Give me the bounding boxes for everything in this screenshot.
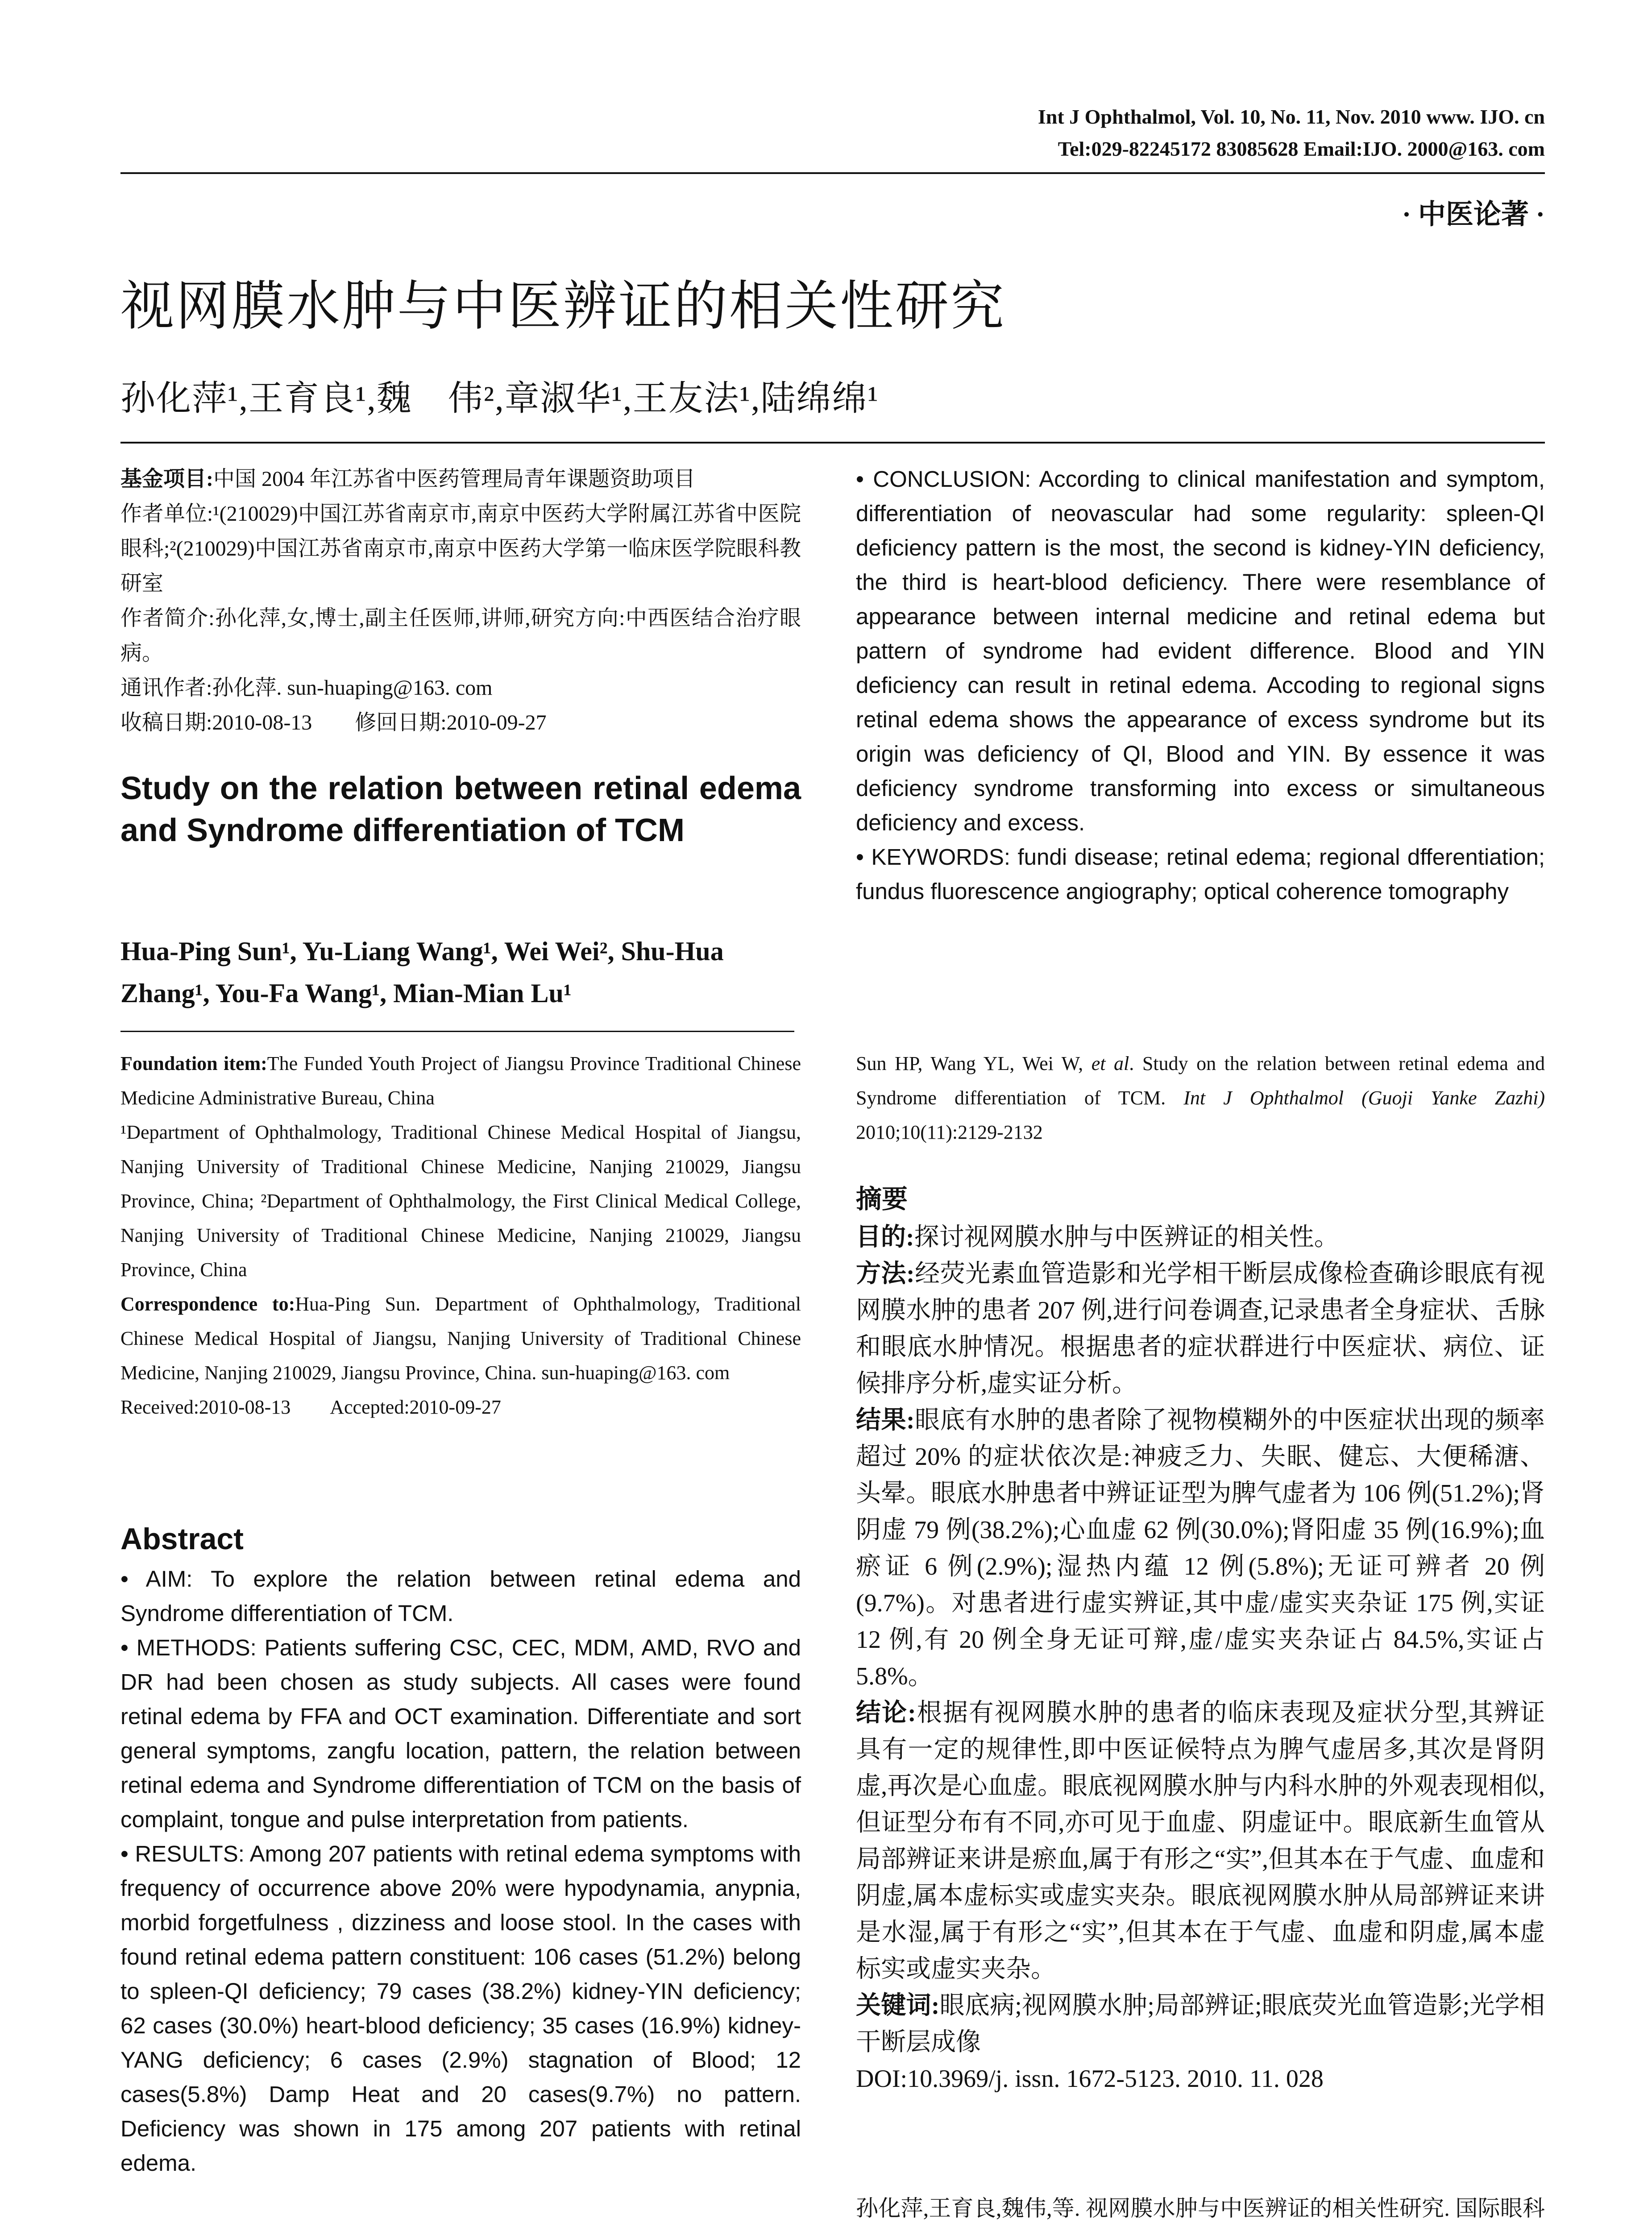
bio-line: 作者简介:孙化萍,女,博士,副主任医师,讲师,研究方向:中西医结合治疗眼病。	[120, 606, 801, 665]
cn-conclusion	[856, 1695, 1545, 1987]
abstract-conclusion: • CONCLUSION: According to clinical manifestation and symptom, differentiation of neovascular had some regularity: spleen-QI deficiency pattern is the most, the second is kidney-YIN deficiency, the third is heart-blood deficiency. There were resemblance of appearance between internal medicine and retinal edema but pattern of syndrome had evident difference. Blood and YIN deficiency can result in retinal edema. Accoding to regional signs retinal edema shows the appearance of excess syndrome but its origin was deficiency of QI, Blood and YIN. By essence it was deficiency syndrome transforming into excess or simultaneous deficiency and excess.	[856, 466, 1545, 835]
chinese-title: 视网膜水肿与中医辨证的相关性研究	[120, 277, 1006, 336]
cn-results-text: 眼底有水肿的患者除了视物模糊外的中医症状出现的频率超过 20% 的症状依次是:神疲乏力、失眠、健忘、大便稀溏、头晕。眼底水肿患者中辨证证型为脾气虚者为 106 例(51.2%);肾阴虚 79 例(38.2%);心血虚 62 例(30.0%);肾阳虚 35 例(16.9%);血瘀证 6 例(2.9%);湿热内蕴 12 例(5.8%);无证可辨者 20 例(9.7%)。对患者进行虚实辨证,其中虚/虚实夹杂证 175 例,实证 12 例,有 20 例全身无证可辩,虚/虚实夹杂证占 84.5%,实证占 5.8%。	[856, 1406, 1545, 1690]
abstract-heading: Abstract	[120, 1522, 244, 1556]
abstract-left	[120, 1562, 801, 2180]
cn-keywords-label: 关键词:	[856, 1992, 940, 2020]
cn-methods-text: 经荧光素血管造影和光学相干断层成像检查确诊眼底有视网膜水肿的患者 207 例,进行问卷调查,记录患者全身症状、舌脉和眼底水肿情况。根据患者的症状群进行中医症状、病位、证候排序分析,虚实证分析。	[856, 1260, 1545, 1397]
citation-etal: et al	[1091, 1053, 1129, 1074]
cn-aim-label: 目的:	[856, 1223, 914, 1251]
abstract-aim: • AIM: To explore the relation between retinal edema and Syndrome differentiation of TCM.	[120, 1566, 801, 1626]
citation-title: . Study on the relation between retinal edema and Syndrome differentiation of TCM.	[856, 1053, 1545, 1109]
cn-methods-label: 方法:	[856, 1260, 915, 1288]
section-tag: · 中医论著 ·	[1402, 199, 1545, 230]
journal-header-line1: Int J Ophthalmol, Vol. 10, No. 11, Nov. 2010 www. IJO. cn	[1038, 105, 1545, 128]
abstract-right	[856, 462, 1545, 908]
doi: DOI:10.3969/j. issn. 1672-5123. 2010. 11. 028	[856, 2065, 1324, 2093]
cn-results	[856, 1402, 1545, 1695]
corr-line: 通讯作者:孙化萍. sun-huaping@163. com	[120, 676, 493, 700]
fund-label: 基金项目:	[120, 467, 213, 491]
correspondence	[120, 1287, 801, 1390]
chinese-citation: 孙化萍,王育良,魏伟,等. 视网膜水肿与中医辨证的相关性研究. 国际眼科	[856, 2196, 1545, 2221]
foundation-text: The Funded Youth Project of Jiangsu Province Traditional Chinese Medicine Administrative Bureau, China	[120, 1053, 801, 1109]
abstract-keywords: • KEYWORDS: fundi disease; retinal edema; regional dfferentiation; fundus fluorescence angiography; optical coherence tomography	[856, 844, 1545, 904]
english-title: Study on the relation between retinal edema and Syndrome differentiation of TCM	[120, 771, 801, 848]
abstract-results: • RESULTS: Among 207 patients with retinal edema symptoms with frequency of occurrence above 20% were hypodynamia, anypnia, morbid forgetfulness , dizziness and loose stool. In the cases with found retinal edema pattern constituent: 106 cases (51.2%) belong to spleen-QI deficiency; 79 cases (38.2%) kidney-YIN deficiency; 62 cases (30.0%) heart-blood deficiency; 35 cases (16.9%) kidney-YANG deficiency; 6 cases (2.9%) stagnation of Blood; 12 cases(5.8%) Damp Heat and 20 cases(9.7%) no pattern. Deficiency was shown in 175 among 207 patients with retinal edema.	[120, 1841, 801, 2176]
english-metadata	[120, 1046, 801, 1424]
cn-conclusion-text: 根据有视网膜水肿的患者的临床表现及症状分型,其辨证具有一定的规律性,即中医证候特点为脾气虚居多,其次是肾阴虚,再次是心血虚。眼底视网膜水肿与内科水肿的外观表现相似,但证型分布有不同,亦可见于血虚、阴虚证中。眼底新生血管从局部辨证来讲是瘀血,属于有形之“实”,但其本在于气虚、血虚和阴虚,属本虚标实或虚实夹杂。眼底视网膜水肿从局部辨证来讲是水湿,属于有形之“实”,但其本在于气虚、血虚和阴虚,属本虚标实或虚实夹杂。	[856, 1699, 1545, 1983]
chinese-metadata	[120, 462, 801, 740]
foundation-label: Foundation item:	[120, 1053, 267, 1074]
unit-line: 作者单位:¹(210029)中国江苏省南京市,南京中医药大学附属江苏省中医院眼科;²(210029)中国江苏省南京市,南京中医药大学第一临床医学院眼科教研室	[120, 502, 801, 595]
english-authors: Hua-Ping Sun¹, Yu-Liang Wang¹, Wei Wei², Shu-Hua Zhang¹, You-Fa Wang¹, Mian-Mian Lu¹	[120, 937, 724, 1008]
foundation-item	[120, 1046, 801, 1115]
dates-line: 收稿日期:2010-08-13 修回日期:2010-09-27	[120, 711, 547, 734]
citation-authors: Sun HP, Wang YL, Wei W,	[856, 1053, 1092, 1074]
correspondence-text: Hua-Ping Sun. Department of Ophthalmology, Traditional Chinese Medical Hospital of Jiangsu, Nanjing University of Traditional Chinese Medicine, Nanjing 210029, Jiangsu Province, China. sun-huaping@163. com	[120, 1293, 801, 1384]
cn-aim-text: 探讨视网膜水肿与中医辨证的相关性。	[914, 1223, 1339, 1251]
citation-journal: Int J Ophthalmol (Guoji Yanke Zazhi)	[1183, 1087, 1545, 1109]
fund-line	[120, 462, 801, 497]
cn-results-label: 结果:	[856, 1406, 915, 1434]
fund-text: 中国 2004 年江苏省中医药管理局青年课题资助项目	[213, 467, 696, 491]
affiliation: ¹Department of Ophthalmology, Traditional Chinese Medical Hospital of Jiangsu, Nanjing University of Traditional Chinese Medicine, Nanjing 210029, Jiangsu Province, China; ²Department of Ophthalmology, the First Clinical Medical College, Nanjing University of Traditional Chinese Medicine, Nanjing 210029, Jiangsu Province, China	[120, 1121, 801, 1281]
cn-keywords	[856, 1987, 1545, 2061]
english-citation	[856, 1046, 1545, 1149]
chinese-authors: 孙化萍¹,王育良¹,魏 伟²,章淑华¹,王友法¹,陆绵绵¹	[120, 379, 879, 418]
journal-header-line2: Tel:029-82245172 83085628 Email:IJO. 2000@163. com	[1058, 137, 1545, 160]
cn-aim	[856, 1219, 1545, 1256]
cn-conclusion-label: 结论:	[856, 1699, 916, 1727]
chinese-abstract	[856, 1219, 1545, 2097]
received-accepted: Received:2010-08-13 Accepted:2010-09-27	[120, 1396, 501, 1418]
citation-volume: 2010;10(11):2129-2132	[856, 1121, 1043, 1143]
authors-rule	[120, 1031, 794, 1032]
title-rule	[120, 442, 1545, 444]
correspondence-label: Correspondence to:	[120, 1293, 295, 1315]
chinese-abstract-heading: 摘要	[856, 1185, 908, 1214]
abstract-methods: • METHODS: Patients suffering CSC, CEC, MDM, AMD, RVO and DR had been chosen as study subjects. All cases were found retinal edema by FFA and OCT examination. Differentiate and sort general symptoms, zangfu location, pattern, the relation between retinal edema and Syndrome differentiation of TCM on the basis of complaint, tongue and pulse interpretation from patients.	[120, 1635, 801, 1832]
cn-methods	[856, 1256, 1545, 1402]
cn-keywords-text: 眼底病;视网膜水肿;局部辨证;眼底荧光血管造影;光学相干断层成像	[856, 1992, 1545, 2056]
header-rule	[120, 172, 1545, 174]
